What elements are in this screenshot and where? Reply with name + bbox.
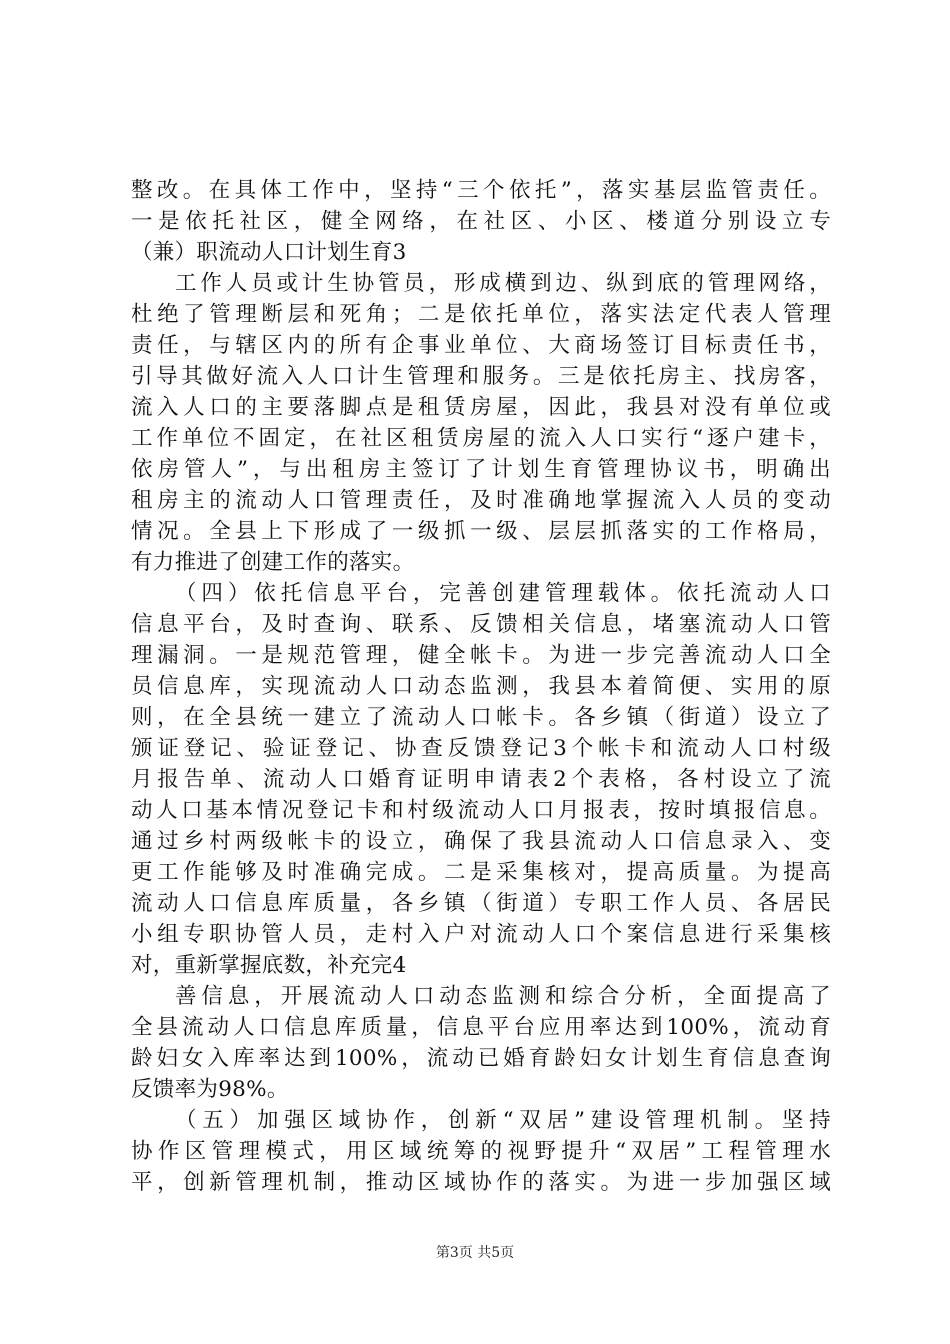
text-line: 动人口基本情况登记卡和村级流动人口月报表，按时填报信息。 [131, 798, 831, 823]
paragraph-community-units-landlords [131, 268, 831, 578]
text-line: 更工作能够及时准确完成。二是采集核对，提高质量。为提高 [131, 860, 831, 885]
text-line: 流入人口的主要落脚点是租赁房屋，因此，我县对没有单位或 [131, 395, 831, 420]
text-line: 杜绝了管理断层和死角；二是依托单位，落实法定代表人管理 [131, 302, 831, 327]
text-line: 协作区管理模式，用区域统筹的视野提升“双居”工程管理水 [131, 1139, 831, 1164]
text-line: 全县流动人口信息库质量，信息平台应用率达到100%，流动育 [131, 1015, 831, 1040]
text-line: 理漏洞。一是规范管理，健全帐卡。为进一步完善流动人口全 [131, 643, 831, 668]
text-line: 责任，与辖区内的所有企事业单位、大商场签订目标责任书， [131, 333, 831, 358]
text-line: 整改。在具体工作中，坚持“三个依托”，落实基层监管责任。 [131, 178, 831, 203]
text-line: 租房主的流动人口管理责任，及时准确地掌握流入人员的变动 [131, 488, 831, 513]
text-line: 信息平台，及时查询、联系、反馈相关信息，堵塞流动人口管 [131, 612, 831, 637]
text-line: 对，重新掌握底数，补充完4 [131, 953, 407, 978]
text-line: 有力推进了创建工作的落实。 [131, 550, 415, 575]
text-line: 善信息，开展流动人口动态监测和综合分析，全面提高了 [175, 984, 831, 1009]
text-line: 一是依托社区，健全网络，在社区、小区、楼道分别设立专 [131, 209, 831, 234]
page-footer: 第3页 共5页 [435, 1245, 515, 1261]
text-line: 龄妇女入库率达到100%，流动已婚育龄妇女计划生育信息查询 [131, 1046, 831, 1071]
paragraph-section-four [131, 578, 831, 981]
text-line: （五）加强区域协作，创新“双居”建设管理机制。坚持 [175, 1108, 831, 1133]
paragraph-info-quality [131, 981, 831, 1105]
text-line: 工作单位不固定，在社区租赁房屋的流入人口实行“逐户建卡， [131, 426, 831, 451]
text-line: 依房管人”，与出租房主签订了计划生育管理协议书，明确出 [131, 457, 831, 482]
text-line: 引导其做好流入人口计生管理和服务。三是依托房主、找房客， [131, 364, 831, 389]
text-line: 情况。全县上下形成了一级抓一级、层层抓落实的工作格局， [131, 519, 831, 544]
text-line: 工作人员或计生协管员，形成横到边、纵到底的管理网络， [175, 271, 831, 296]
text-line: 反馈率为98%。 [131, 1077, 289, 1102]
text-line: 小组专职协管人员，走村入户对流动人口个案信息进行采集核 [131, 922, 831, 947]
paragraph-section-five [131, 1105, 831, 1198]
document-body [131, 175, 831, 1198]
text-line: 流动人口信息库质量，各乡镇（街道）专职工作人员、各居民 [131, 891, 831, 916]
text-line: 平，创新管理机制，推动区域协作的落实。为进一步加强区域 [131, 1170, 831, 1195]
text-line: （兼）职流动人口计划生育3 [131, 240, 407, 265]
text-line: 则，在全县统一建立了流动人口帐卡。各乡镇（街道）设立了 [131, 705, 831, 730]
text-line: 月报告单、流动人口婚育证明申请表2个表格，各村设立了流 [131, 767, 831, 792]
text-line: 颁证登记、验证登记、协查反馈登记3个帐卡和流动人口村级 [131, 736, 831, 761]
paragraph-continued [131, 175, 831, 268]
text-line: 通过乡村两级帐卡的设立，确保了我县流动人口信息录入、变 [131, 829, 831, 854]
text-line: 员信息库，实现流动人口动态监测，我县本着简便、实用的原 [131, 674, 831, 699]
text-line: （四）依托信息平台，完善创建管理载体。依托流动人口 [175, 581, 831, 606]
